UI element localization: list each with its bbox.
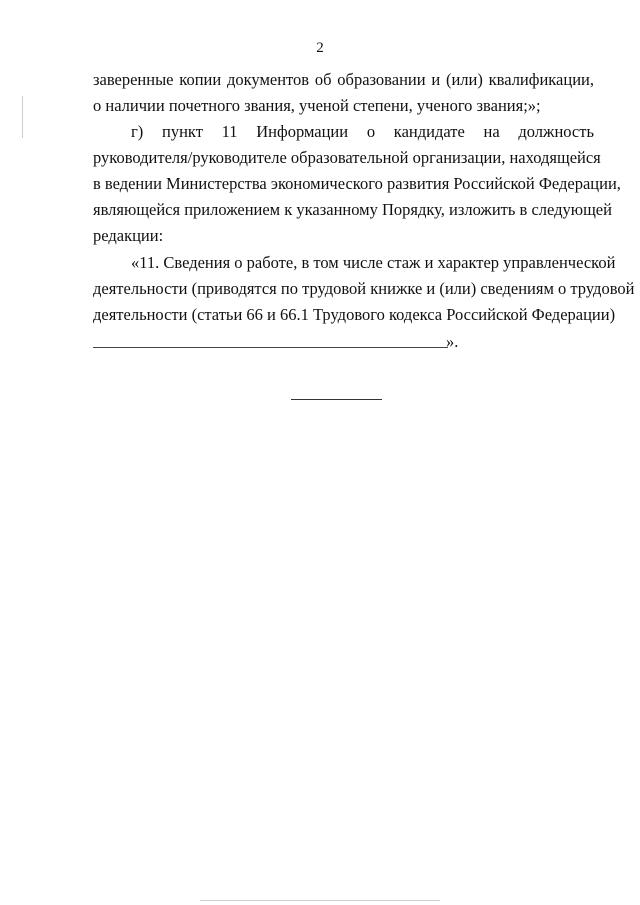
text-line-8-item-11: «11. Сведения о работе, в том числе стаж и характер управленческой [131,253,616,272]
text-line-9: деятельности (приводятся по трудовой книжке и (или) сведениям о трудовой [93,279,635,298]
closing-quote: ». [446,332,459,351]
end-separator-line [291,399,382,400]
scan-margin-mark [22,96,23,138]
text-line-7: редакции: [93,226,164,245]
text-line-4: руководителя/руководителе образовательной организации, находящейся [93,148,601,167]
text-line-10: деятельности (статьи 66 и 66.1 Трудового кодекса Российской Федерации) [93,305,616,324]
text-line-3-subitem-g: г) пункт 11 Информации о кандидате на должность [131,122,594,141]
text-line-6: являющейся приложением к указанному Порядку, изложить в следующей [93,200,612,219]
scan-bottom-edge [200,900,440,901]
text-line-1: заверенные копии документов об образовании и (или) квалификации, [93,70,594,89]
text-line-5: в ведении Министерства экономического развития Российской Федерации, [93,174,621,193]
text-line-2: о наличии почетного звания, ученой степени, ученого звания;»; [93,96,541,115]
page-number: 2 [316,40,324,56]
fill-in-blank-line [93,347,448,348]
